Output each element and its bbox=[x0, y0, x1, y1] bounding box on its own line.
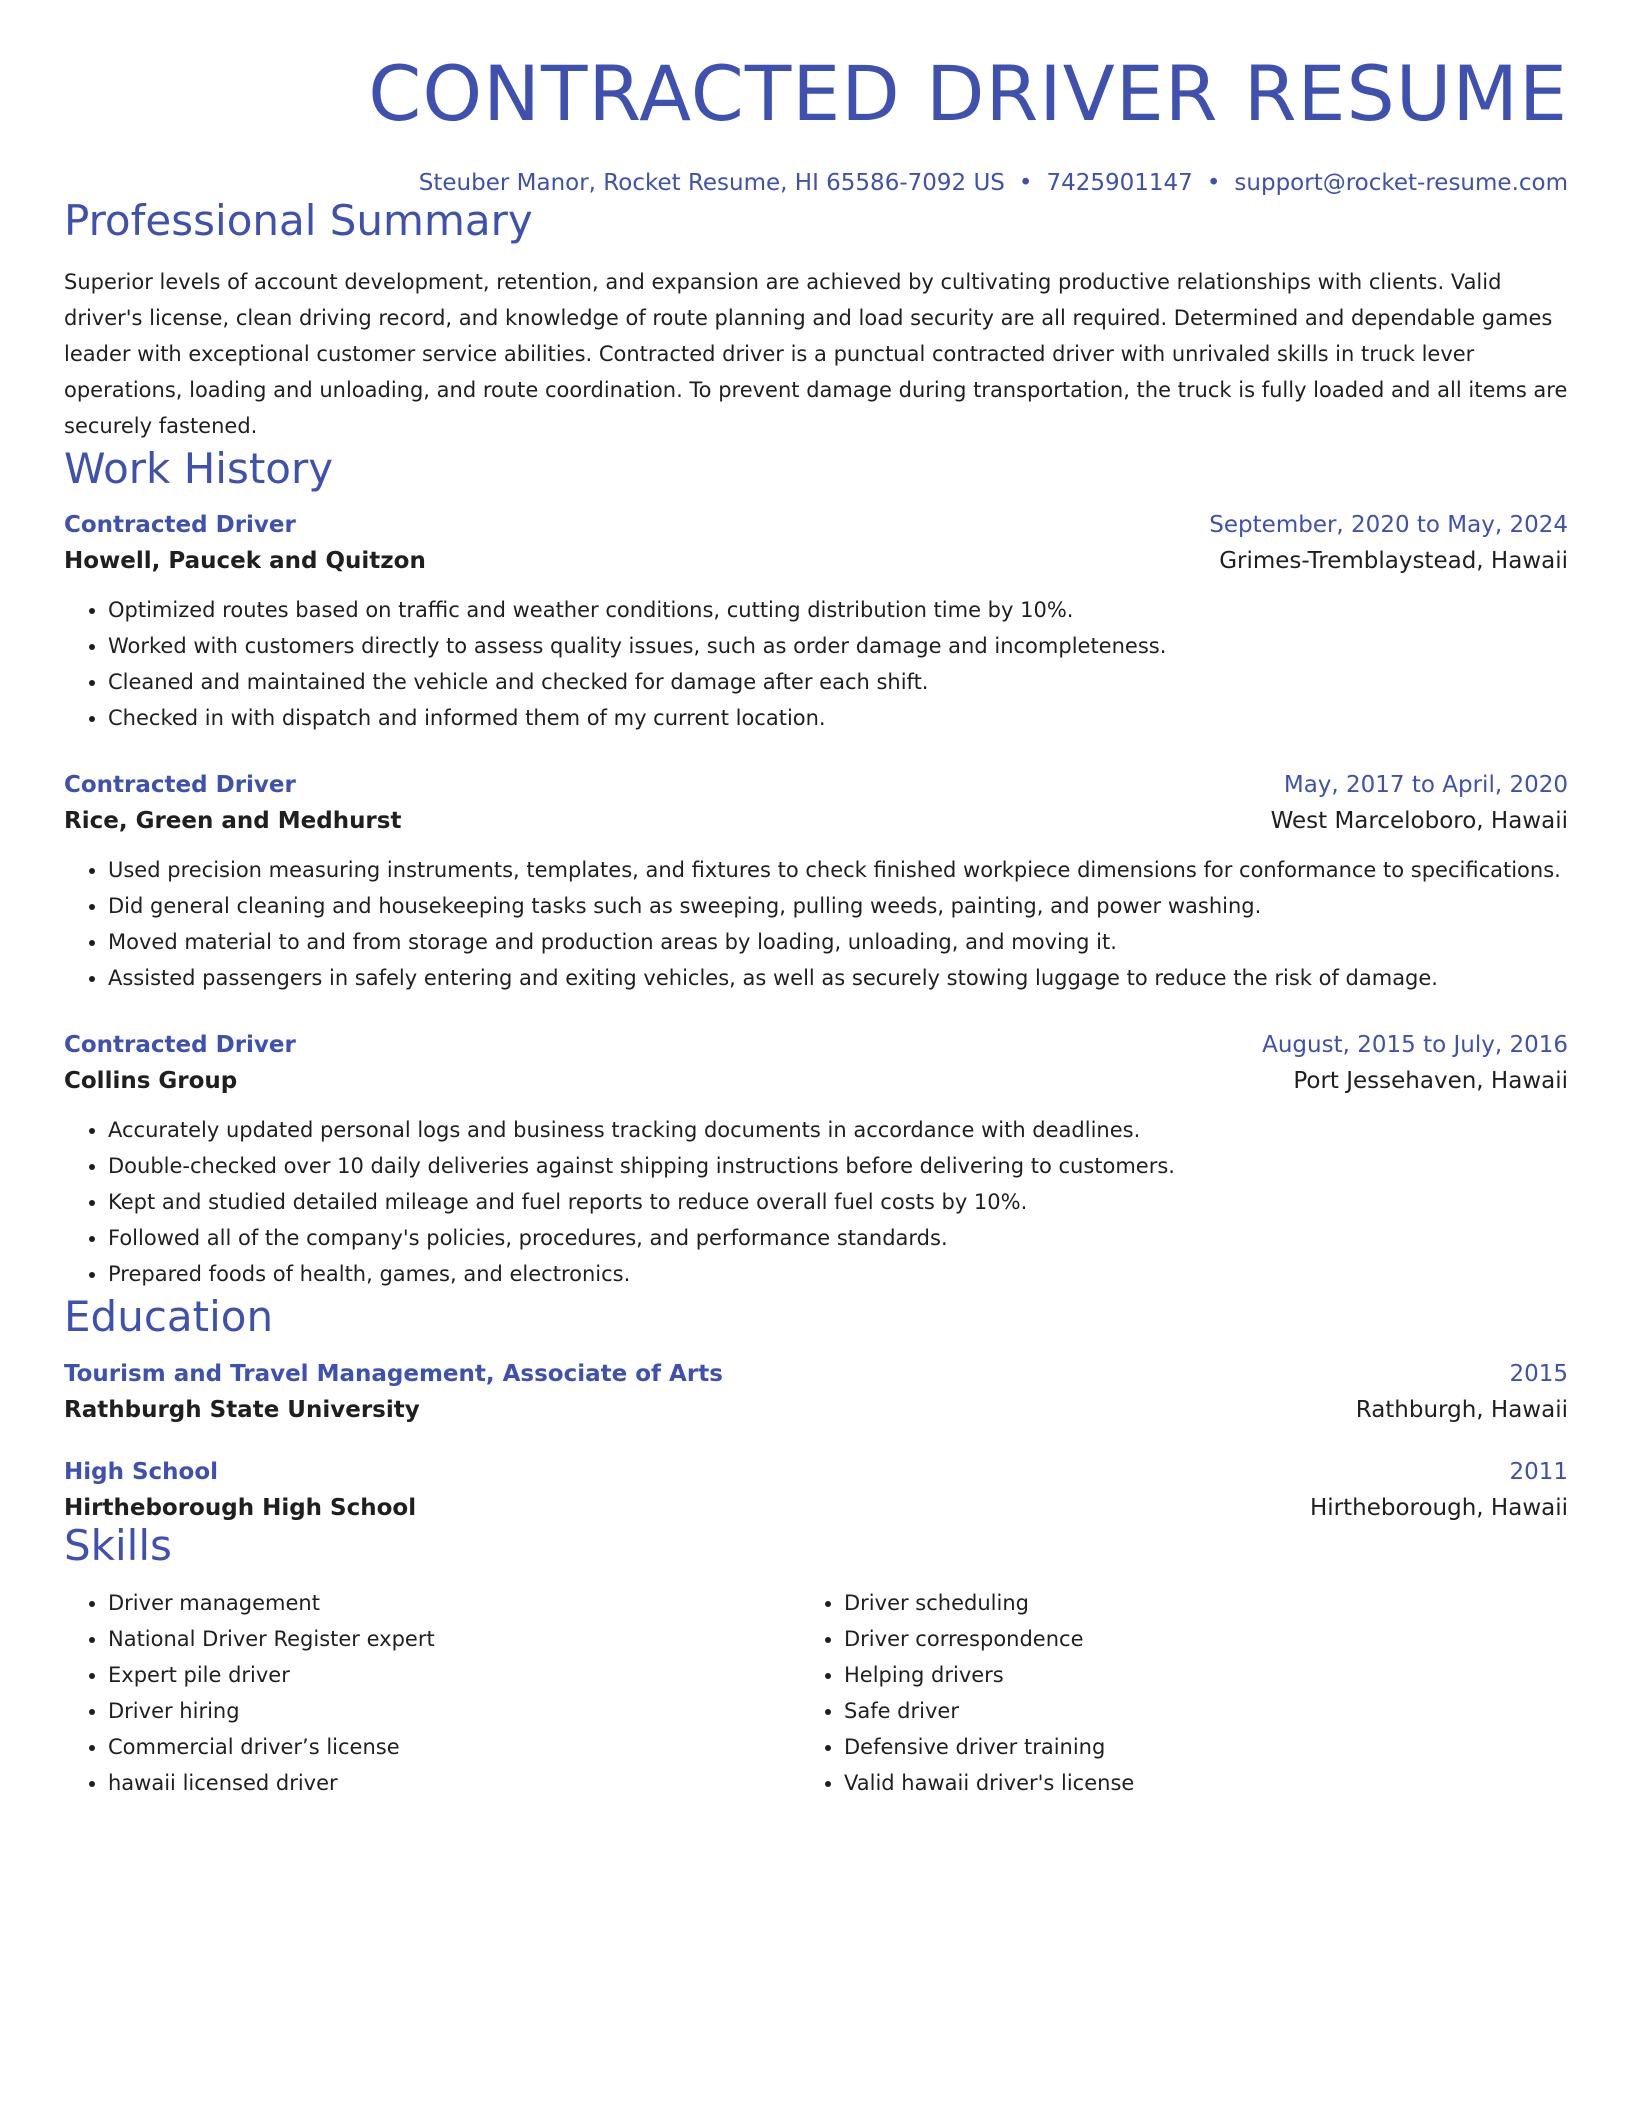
skill-item: • Safe driver bbox=[844, 1693, 1536, 1729]
education-location: Hirtheborough, Hawaii bbox=[1309, 1494, 1568, 1521]
contact-separator: • bbox=[1206, 169, 1221, 196]
education-entry bbox=[64, 1361, 1568, 1423]
job-bullets bbox=[64, 1112, 1568, 1292]
skill-item: • hawaii licensed driver bbox=[108, 1765, 800, 1801]
education-school: Hirtheborough High School bbox=[64, 1494, 417, 1521]
job-dates: May, 2017 to April, 2020 bbox=[1283, 772, 1568, 799]
job-bullet: • Followed all of the company's policies, procedures, and performance standards. bbox=[108, 1220, 1568, 1256]
contact-line bbox=[64, 170, 1568, 196]
job-bullet: • Accurately updated personal logs and business tracking documents in accordance with deadlines. bbox=[108, 1112, 1568, 1148]
job-bullets bbox=[64, 592, 1568, 736]
job-entry bbox=[64, 512, 1568, 736]
skill-item: • Driver management bbox=[108, 1585, 800, 1621]
work-history-heading: Work History bbox=[64, 443, 334, 493]
job-entry bbox=[64, 772, 1568, 996]
job-employer: Rice, Green and Medhurst bbox=[64, 808, 402, 835]
job-bullet: • Assisted passengers in safely entering and exiting vehicles, as well as securely stowing luggage to reduce the risk of damage. bbox=[108, 960, 1568, 996]
skills-heading: Skills bbox=[64, 1520, 172, 1570]
job-dates: August, 2015 to July, 2016 bbox=[1262, 1032, 1568, 1059]
job-bullet: • Prepared foods of health, games, and electronics. bbox=[108, 1256, 1568, 1292]
job-dates: September, 2020 to May, 2024 bbox=[1209, 512, 1568, 539]
job-employer: Howell, Paucek and Quitzon bbox=[64, 548, 426, 575]
job-bullet: • Moved material to and from storage and production areas by loading, unloading, and moving it. bbox=[108, 924, 1568, 960]
resume-title: CONTRACTED DRIVER RESUME bbox=[368, 49, 1568, 138]
job-bullet: • Cleaned and maintained the vehicle and checked for damage after each shift. bbox=[108, 664, 1568, 700]
contact-address: Steuber Manor, Rocket Resume, HI 65586-7092 US bbox=[418, 169, 1005, 196]
skill-item: • Driver scheduling bbox=[844, 1585, 1536, 1621]
education-year: 2015 bbox=[1509, 1360, 1568, 1387]
skill-item: • Driver correspondence bbox=[844, 1621, 1536, 1657]
job-bullet: • Checked in with dispatch and informed them of my current location. bbox=[108, 700, 1568, 736]
job-title: Contracted Driver bbox=[64, 512, 296, 539]
education-year: 2011 bbox=[1509, 1458, 1568, 1485]
job-bullet: • Optimized routes based on traffic and weather conditions, cutting distribution time by 10%. bbox=[108, 592, 1568, 628]
job-location: Port Jessehaven, Hawaii bbox=[1293, 1068, 1568, 1095]
job-entry bbox=[64, 1032, 1568, 1292]
skill-item: • Valid hawaii driver's license bbox=[844, 1765, 1536, 1801]
skill-item: • Expert pile driver bbox=[108, 1657, 800, 1693]
education-entry bbox=[64, 1459, 1568, 1521]
summary-heading: Professional Summary bbox=[64, 195, 533, 245]
job-employer: Collins Group bbox=[64, 1068, 238, 1095]
skill-item: • National Driver Register expert bbox=[108, 1621, 800, 1657]
job-title: Contracted Driver bbox=[64, 772, 296, 799]
skill-item: • Defensive driver training bbox=[844, 1729, 1536, 1765]
education-heading: Education bbox=[64, 1292, 274, 1342]
education-degree: High School bbox=[64, 1458, 219, 1485]
job-bullet: • Did general cleaning and housekeeping tasks such as sweeping, pulling weeds, painting, and power washing. bbox=[108, 888, 1568, 924]
job-bullet: • Used precision measuring instruments, templates, and fixtures to check finished workpiece dimensions for conformance to specifications. bbox=[108, 852, 1568, 888]
job-bullet: • Worked with customers directly to assess quality issues, such as order damage and incompleteness. bbox=[108, 628, 1568, 664]
job-bullets bbox=[64, 852, 1568, 996]
job-bullet: • Double-checked over 10 daily deliveries against shipping instructions before delivering to customers. bbox=[108, 1148, 1568, 1184]
job-location: Grimes-Tremblaystead, Hawaii bbox=[1219, 548, 1568, 575]
skills-column-right bbox=[800, 1585, 1536, 1801]
contact-separator: • bbox=[1018, 169, 1033, 196]
skill-item: • Driver hiring bbox=[108, 1693, 800, 1729]
skills-list bbox=[64, 1585, 1568, 1801]
job-title: Contracted Driver bbox=[64, 1032, 296, 1059]
contact-phone: 7425901147 bbox=[1046, 169, 1193, 196]
education-location: Rathburgh, Hawaii bbox=[1355, 1396, 1568, 1423]
job-bullet: • Kept and studied detailed mileage and fuel reports to reduce overall fuel costs by 10%. bbox=[108, 1184, 1568, 1220]
contact-email: support@rocket-resume.com bbox=[1234, 169, 1568, 196]
education-degree: Tourism and Travel Management, Associate of Arts bbox=[64, 1360, 723, 1387]
skills-column-left bbox=[64, 1585, 800, 1801]
summary-text: Superior levels of account development, retention, and expansion are achieved by cultivating productive relationships with clients. Valid driver's license, clean driving record, and knowledge of route planning and load security are all required. Determined and dependable games leader with exceptional customer service abilities. Contracted driver is a punctual contracted driver with unrivaled skills in truck lever operations, loading and unloading, and route coordination. To prevent damage during transportation, the truck is fully loaded and all items are securely fastened. bbox=[64, 269, 1568, 438]
skill-item: • Commercial driver’s license bbox=[108, 1729, 800, 1765]
education-school: Rathburgh State University bbox=[64, 1396, 420, 1423]
job-location: West Marceloboro, Hawaii bbox=[1270, 808, 1568, 835]
skill-item: • Helping drivers bbox=[844, 1657, 1536, 1693]
